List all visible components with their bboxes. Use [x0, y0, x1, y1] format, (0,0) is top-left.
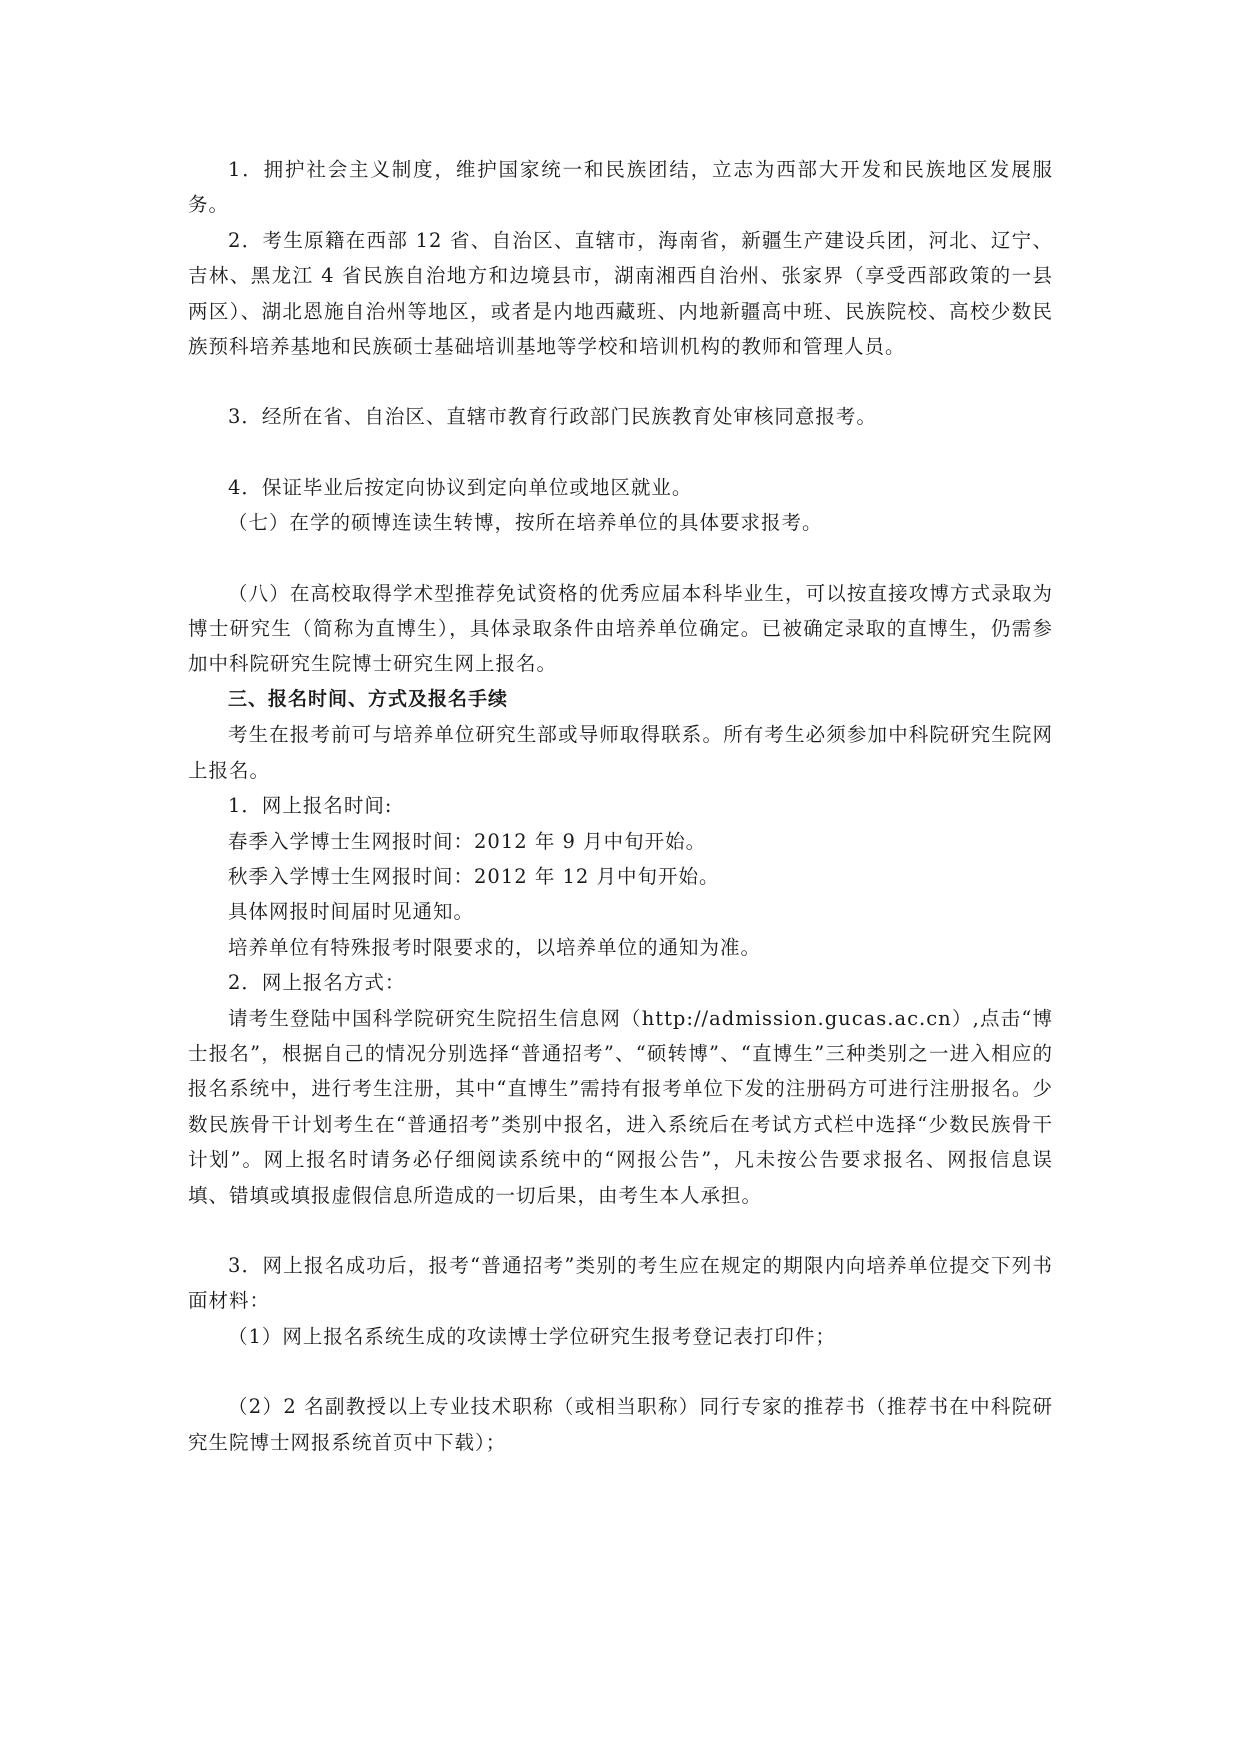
paragraph-item-1: 1．拥护社会主义制度，维护国家统一和民族团结，立志为西部大开发和民族地区发展服务。 [188, 158, 1053, 217]
paragraph-material-2: （2）2 名副教授以上专业技术职称（或相当职称）同行专家的推荐书（推荐书在中科院研究生院博士网报系统首页中下载）； [188, 1395, 1053, 1454]
paragraph-spring-time: 春季入学博士生网报时间：2012 年 9 月中旬开始。 [228, 829, 707, 853]
paragraph-registration-method: 请考生登陆中国科学院研究生院招生信息网（http://admission.gucas.ac.cn）,点击“博士报名”，根据自己的情况分别选择“普通招考”、“硕转博”、“直博生”三种类别之一进入相应的报名系统中，进行考生注册，其中“直博生”需持有报考单位下发的注册码方可进行注册报名。少数民族骨干计划考生在“普通招考”类别中报名，进入系统后在考试方式栏中选择“少数民族骨干计划”。网上报名时请务必仔细阅读系统中的“网报公告”，凡未按公告要求报名、网报信息误填、错填或填报虚假信息所造成的一切后果，由考生本人承担。 [188, 1006, 1053, 1207]
paragraph-registration-time-title: 1．网上报名时间: [228, 794, 393, 818]
paragraph-item-2: 2．考生原籍在西部 12 省、自治区、直辖市，海南省，新疆生产建设兵团，河北、辽宁、吉林、黑龙江 4 省民族自治地方和边境县市，湖南湘西自治州、张家界（享受西部政策的一县两区）、湖北恩施自治州等地区，或者是内地西藏班、内地新疆高中班、民族院校、高校少数民族预科培养基地和民族硕士基础培训基地等学校和培训机构的教师和管理人员。 [188, 228, 1053, 359]
paragraph-registration-method-title: 2．网上报名方式： [228, 971, 406, 995]
paragraph-special-requirement: 培养单位有特殊报考时限要求的，以培养单位的通知为准。 [228, 935, 762, 959]
paragraph-autumn-time: 秋季入学博士生网报时间：2012 年 12 月中旬开始。 [228, 864, 720, 888]
paragraph-notice-time: 具体网报时间届时见通知。 [228, 900, 475, 924]
paragraph-intro: 考生在报考前可与培养单位研究生部或导师取得联系。所有考生必须参加中科院研究生院网上报名。 [188, 723, 1053, 782]
document-body [188, 152, 1053, 1460]
paragraph-eight: （八）在高校取得学术型推荐免试资格的优秀应届本科毕业生，可以按直接攻博方式录取为博士研究生（简称为直博生），具体录取条件由培养单位确定。已被确定录取的直博生，仍需参加中科院研究生院博士研究生网上报名。 [188, 581, 1053, 676]
paragraph-materials-intro: 3．网上报名成功后，报考“普通招考”类别的考生应在规定的期限内向培养单位提交下列书面材料： [188, 1253, 1053, 1313]
paragraph-item-4: 4．保证毕业后按定向协议到定向单位或地区就业。 [228, 475, 693, 499]
section-heading-3: 三、报名时间、方式及报名手续 [228, 687, 509, 710]
paragraph-material-1: （1）网上报名系统生成的攻读博士学位研究生报考登记表打印件； [228, 1324, 836, 1348]
paragraph-seven: （七）在学的硕博连读生转博，按所在培养单位的具体要求报考。 [228, 511, 823, 535]
paragraph-item-3: 3．经所在省、自治区、直辖市教育行政部门民族教育处审核同意报考。 [228, 405, 877, 429]
